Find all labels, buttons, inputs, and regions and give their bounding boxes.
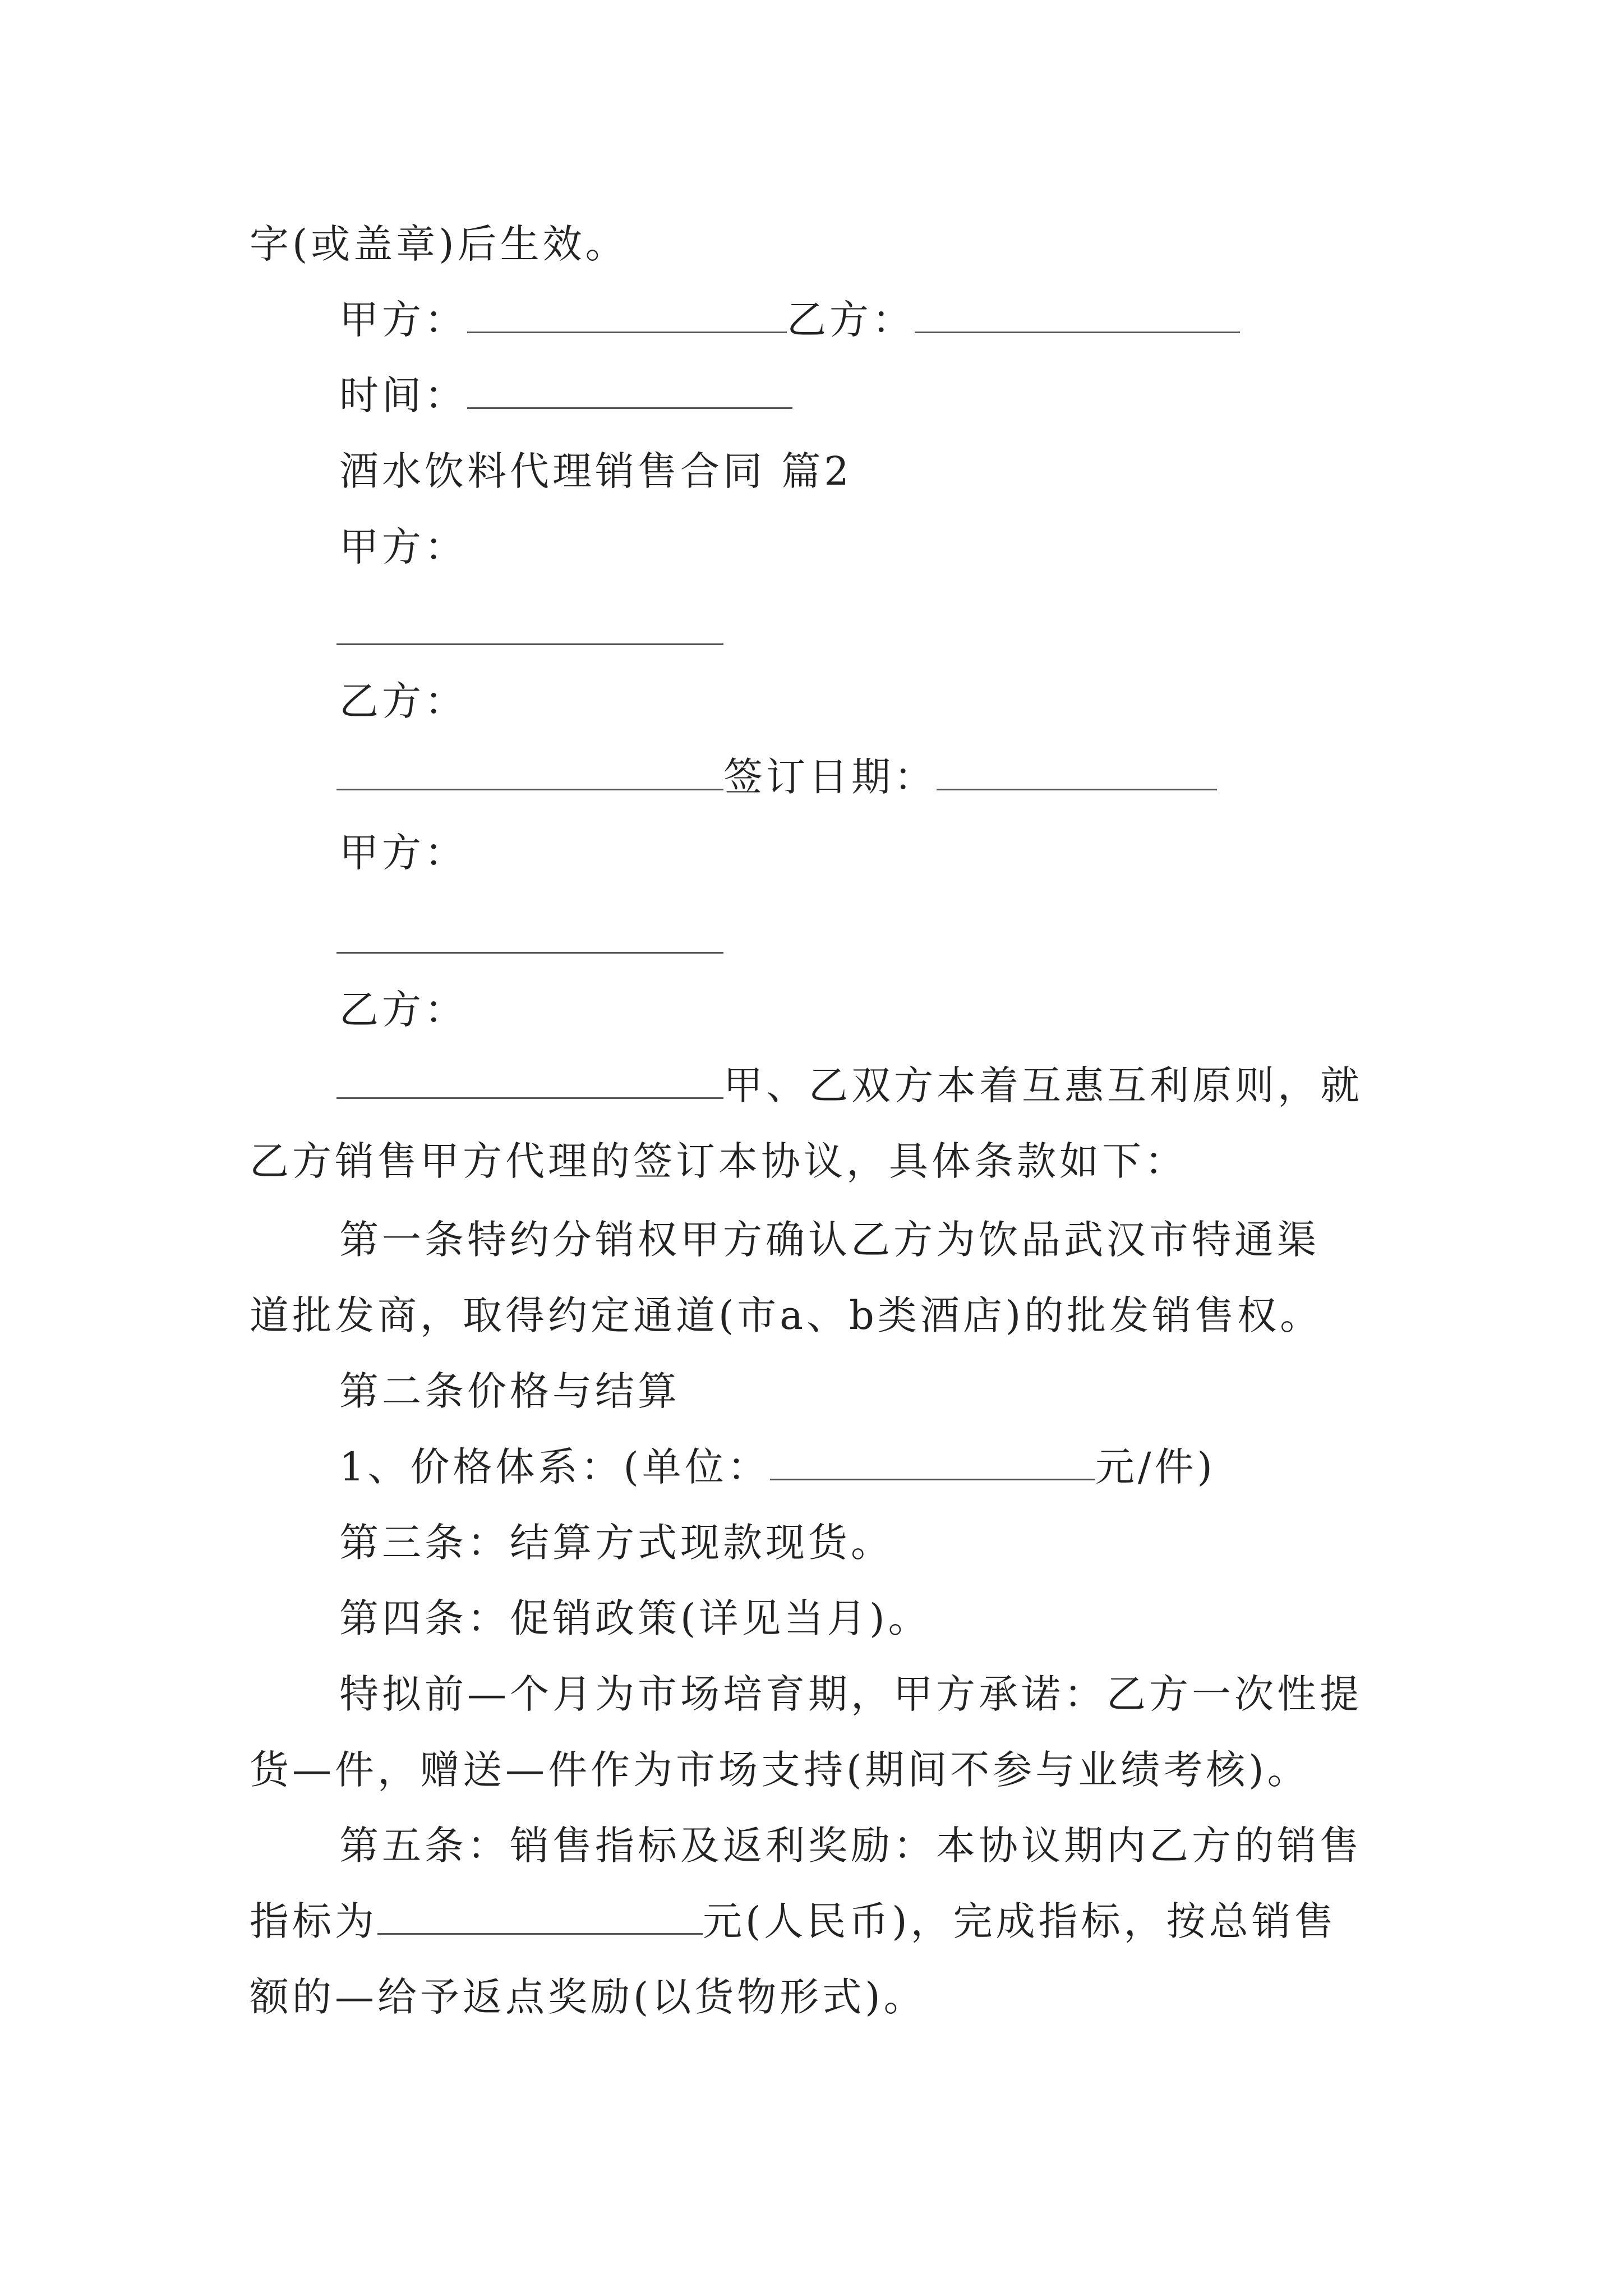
article-1-line-2: 道批发商，取得约定通道(市a、b类酒店)的批发销售权。 (250, 1292, 1323, 1338)
article-5-line-1: 第五条：销售指标及返利奖励：本协议期内乙方的销售 (339, 1823, 1362, 1869)
party-b-blank (915, 292, 1240, 333)
price-system-label: 1、价格体系：(单位： (339, 1444, 770, 1490)
party-a-blank-3 (336, 951, 723, 954)
article-5-line-3: 额的—给予返点奖励(以货物形式)。 (250, 1974, 926, 2020)
party-b-blank-3 (336, 1058, 723, 1099)
article-5-line-2 (250, 1893, 1623, 1949)
party-b-label-2: 乙方： (339, 678, 467, 724)
agreement-intro-line (336, 1057, 1623, 1114)
signature-line (339, 292, 1623, 348)
price-blank (770, 1439, 1095, 1480)
article-1-line-1: 第一条特约分销权甲方确认乙方为饮品武汉市特通渠 (339, 1217, 1320, 1263)
time-line (339, 367, 1623, 424)
party-a-label-3: 甲方： (339, 830, 467, 876)
sign-date-label: 签订日期： (723, 754, 937, 800)
article-3: 第三条：结算方式现款现货。 (339, 1520, 893, 1566)
sign-date-line (336, 749, 1623, 805)
party-a-label: 甲方： (339, 297, 467, 343)
article-4: 第四条：促销政策(详见当月)。 (339, 1595, 931, 1641)
party-b-label: 乙方： (787, 297, 915, 343)
promo-line-1: 特拟前—个月为市场培育期，甲方承诺：乙方一次性提 (339, 1671, 1362, 1717)
time-label: 时间： (339, 372, 467, 418)
text-line-1: 字(或盖章)后生效。 (250, 221, 628, 267)
party-b-blank-2 (336, 749, 723, 790)
section-title: 酒水饮料代理销售合同 篇2 (339, 448, 852, 494)
party-a-blank-2 (336, 642, 723, 645)
party-a-label-2: 甲方： (339, 524, 467, 570)
promo-line-2: 货—件，赠送—件作为市场支持(期间不参与业绩考核)。 (250, 1747, 1310, 1793)
sign-date-blank (937, 749, 1217, 790)
party-b-label-3: 乙方： (339, 987, 467, 1033)
price-unit: 元/件) (1095, 1444, 1216, 1490)
article-2-title: 第二条价格与结算 (339, 1368, 680, 1414)
text-line-13: 乙方销售甲方代理的签订本协议，具体条款如下： (250, 1138, 1187, 1184)
agreement-intro-text: 甲、乙双方本着互惠互利原则，就 (723, 1062, 1363, 1108)
party-a-blank (467, 292, 787, 333)
price-system-line (339, 1439, 1623, 1495)
target-label: 指标为 (250, 1898, 377, 1944)
target-blank (377, 1894, 703, 1935)
target-text: 元(人民币)，完成指标，按总销售 (703, 1898, 1337, 1944)
time-blank (467, 368, 792, 409)
